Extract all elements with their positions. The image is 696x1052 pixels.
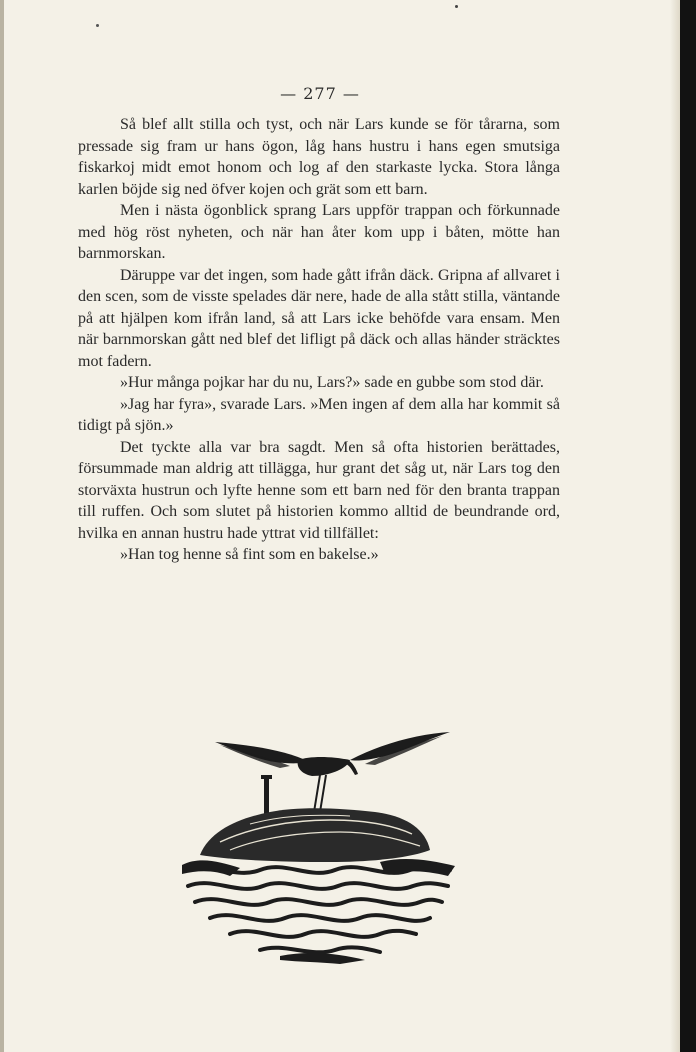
paragraph-5: »Jag har fyra», svarade Lars. »Men ingen af dem alla har kommit så tidigt på sjön.» [78, 395, 560, 434]
paragraph-6: Det tyckte alla var bra sagdt. Men så ofta historien berättades, försummade man aldrig att tillägga, hur grant det såg ut, när Lars tog den storväxta hustrun och lyfte henne som ett barn ned för den branta trappan till ruffen. Och som slutet på historien kommo alltid de beundrande ord, hvilka en annan hustru hade yttrat vid tillfället: [78, 438, 560, 542]
paragraph-4: »Hur många pojkar har du nu, Lars?» sade en gubbe som stod där. [120, 374, 544, 391]
rock-icon [200, 808, 430, 862]
waves-icon [185, 867, 450, 952]
right-gutter-shadow [670, 0, 680, 1052]
lighthouse-icon [261, 775, 272, 814]
speck-mark [455, 5, 458, 8]
paragraph-2: Men i nästa ögonblick sprang Lars uppför trappan och förkunnade med hög röst nyheten, och när han åter kom upp i båten, mötte han barnmorskan. [78, 202, 560, 262]
left-page-edge [0, 0, 4, 1052]
paragraph-1: Så blef allt stilla och tyst, och när Lars kunde se för tårarna, som pressade sig fram ur hans ögon, låg hans hustru i hans egen smutsiga fiskarkoj midt emot honom och log af den starkaste lycka. Stora långa karlen böjde sig ned öfver kojen och grät som ett barn. [78, 116, 560, 198]
paragraph-3: Däruppe var det ingen, som hade gått ifrån däck. Gripna af allvaret i den scen, som de visste spelades där nere, hade de alla stått stilla, väntande på att hjälpen kom ifrån land, så att Lars icke behöfde vara ensam. Men när barnmorskan gått ned blef det lifligt på däck och allas händer sträcktes mot fadern. [78, 266, 560, 370]
stork-icon [215, 732, 450, 812]
speck-mark [96, 24, 99, 27]
stork-on-rock-in-waves-icon [180, 720, 460, 970]
paragraph-7: »Han tog henne så fint som en bakelse.» [120, 546, 379, 563]
page-number: — 277 — [280, 84, 360, 103]
body-text [78, 114, 560, 566]
right-page-edge [680, 0, 696, 1052]
